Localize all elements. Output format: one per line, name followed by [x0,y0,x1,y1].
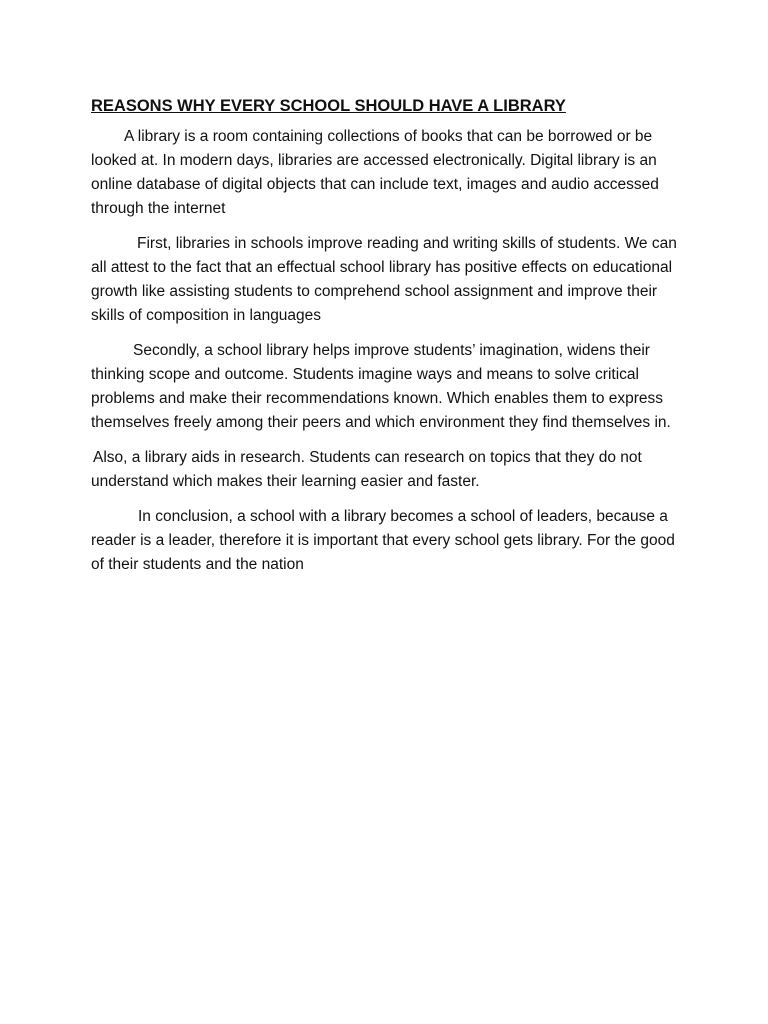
paragraph-conclusion: In conclusion, a school with a library becomes a school of leaders, because a reader is a leader, therefore it is important that every school gets library. For the good of their students and the nation [91,508,675,573]
paragraph-first-reason: First, libraries in schools improve reading and writing skills of students. We can all attest to the fact that an effectual school library has positive effects on educational growth like assisting students to comprehend school assignment and improve their skills of composition in languages [91,235,677,324]
paragraph-second-reason: Secondly, a school library helps improve students’ imagination, widens their thinking scope and outcome. Students imagine ways and means to solve critical problems and make their recommendations known. Which enables them to express themselves freely among their peers and which environment they find themselves in. [91,342,671,431]
document-page [91,96,681,588]
document-title: REASONS WHY EVERY SCHOOL SHOULD HAVE A LIBRARY [91,97,566,115]
paragraph-intro: A library is a room containing collections of books that can be borrowed or be looked at. In modern days, libraries are accessed electronically. Digital library is an online database of digital objects that can include text, images and audio accessed through the internet [91,128,659,217]
paragraph-research: Also, a library aids in research. Students can research on topics that they do not understand which makes their learning easier and faster. [91,449,642,490]
